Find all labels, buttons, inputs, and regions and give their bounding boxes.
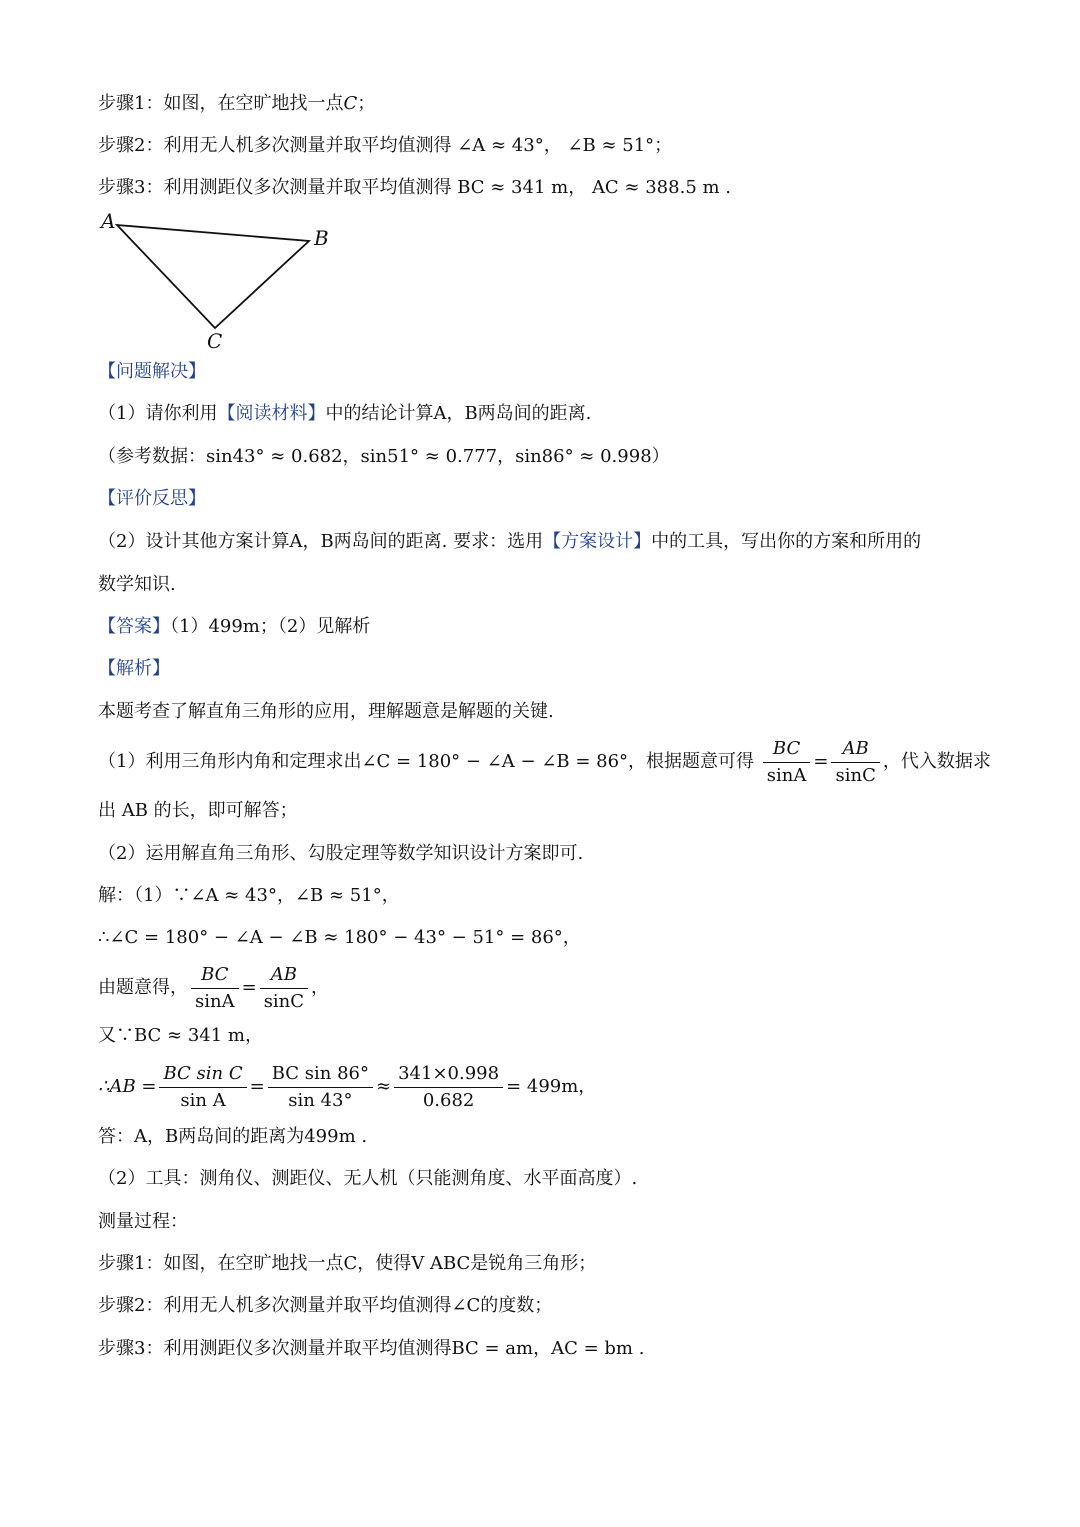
fraction-numerator: BC [201,963,229,985]
fraction-bc-sina [191,962,239,1015]
reflection-heading: 【评价反思】 [98,488,206,509]
triangle-abc [117,225,309,328]
step-2-text: 步骤2：利用无人机多次测量并取平均值测得 [98,135,452,156]
part-2-tools: （2）工具：测角仪、测距仪、无人机（只能测角度、水平面高度）. [98,1168,638,1189]
solution-line-4: 又∵BC ≈ 341 m， [98,1025,264,1046]
plan-design-ref: 【方案设计】 [543,531,652,552]
analysis-part-1-line-2: 出 AB 的长，即可解答； [98,800,298,821]
solution-line-5 [98,1058,596,1116]
fraction-numerator: AB [270,963,297,985]
reference-data: （参考数据：sin43° ≈ 0.682，sin51° ≈ 0.777，sin86° ≈ 0.998） [98,446,670,467]
solution-line-2: ∴∠C = 180° − ∠A − ∠B ≈ 180° − 43° − 51° = 86°， [98,927,581,948]
ac-distance: AC ≈ 388.5 m . [591,177,731,198]
equals-sign: = [249,1076,265,1097]
question-1 [98,400,591,428]
part-2-step-3: 步骤3：利用测距仪多次测量并取平均值测得BC = am，AC = bm . [98,1338,645,1359]
fraction-denominator: sinC [831,762,879,789]
approx-sign: ≈ [376,1076,392,1097]
fraction-denominator: sinC [260,988,308,1015]
fraction-numerator: BC [772,737,801,759]
solution-line-5-post: = 499m， [506,1076,597,1097]
angle-b-value: ∠B ≈ 51°； [567,135,673,156]
question-2 [98,528,921,556]
vertex-a-label: A [101,209,116,233]
vertex-c-label: C [207,329,223,353]
fraction-ab-sinc [831,736,879,789]
fraction-denominator: sin 43° [268,1087,373,1114]
analysis-part-1-post: ，代入数据求 [882,751,991,772]
analysis-intro: 本题考查了解直角三角形的应用，理解题意是解题的关键. [98,701,554,722]
question-1-post: 中的结论计算A，B两岛间的距离. [325,403,592,424]
equals-sign: = [813,751,829,772]
part-2-process: 测量过程： [98,1211,188,1232]
fraction-numerator: BC sin C [163,1062,243,1084]
fraction-denominator: sinA [763,762,811,789]
step-3-text: 步骤3：利用测距仪多次测量并取平均值测得 [98,177,452,198]
answer-heading: 【答案】 [98,616,170,637]
analysis-heading: 【解析】 [98,658,170,679]
vertex-b-label: B [314,226,329,250]
solution-conclusion: 答：A，B两岛间的距离为499m . [98,1126,368,1147]
question-1-pre: （1）请你利用 [98,403,218,424]
solution-line-3-pre: 由题意得， [98,977,188,998]
step-1-line [98,90,375,118]
angle-a-value: ∠A ≈ 43°， [457,135,562,156]
analysis-part-1-pre: （1）利用三角形内角和定理求出∠C = 180° − ∠A − ∠B = 86°，根据题意可得 [98,751,755,772]
bc-distance: BC ≈ 341 m， [457,177,587,198]
fraction-denominator: sin A [159,1087,246,1114]
fraction-numerator: AB [842,737,869,759]
equals-sign: = [241,977,257,998]
step-1-text: 步骤1：如图，在空旷地找一点 [98,93,344,114]
fraction-denominator: 0.682 [394,1087,503,1114]
reading-material-ref: 【阅读材料】 [217,403,326,424]
answer-text: （1）499m；（2）见解析 [170,616,371,637]
triangle-figure [95,205,355,355]
part-2-step-1: 步骤1：如图，在空旷地找一点C，使得V ABC是锐角三角形； [98,1253,597,1274]
fraction-bcsinc-sina [159,1061,246,1114]
fraction-bc-sina [763,736,811,789]
fraction-numerator: 341×0.998 [398,1062,500,1084]
solution-line-3 [98,959,329,1017]
fraction-denominator: sinA [191,988,239,1015]
question-2-pre: （2）设计其他方案计算A，B两岛间的距离. 要求：选用 [98,531,544,552]
solution-line-3-post: ， [311,977,330,998]
answer-line [98,613,370,641]
problem-heading: 【问题解决】 [98,361,206,382]
step-1-end: ； [357,93,376,114]
step-3-line [98,174,731,202]
fraction-numerator: BC sin 86° [271,1062,369,1084]
question-2-line-2: 数学知识. [98,574,176,595]
analysis-part-2: （2）运用解直角三角形、勾股定理等数学知识设计方案即可. [98,843,584,864]
step-2-line [98,132,672,160]
analysis-part-1 [98,733,991,791]
solution-line-5-pre: ∴AB = [98,1076,157,1097]
point-c-label: C [343,93,358,114]
solution-line-1: 解：（1）∵∠A ≈ 43°，∠B ≈ 51°， [98,885,400,906]
question-2-post: 中的工具，写出你的方案和所用的 [651,531,922,552]
part-2-step-2: 步骤2：利用无人机多次测量并取平均值测得∠C的度数； [98,1295,553,1316]
fraction-ab-sinc [260,962,308,1015]
fraction-numeric [394,1061,503,1114]
fraction-bcsin86-sin43 [268,1061,373,1114]
